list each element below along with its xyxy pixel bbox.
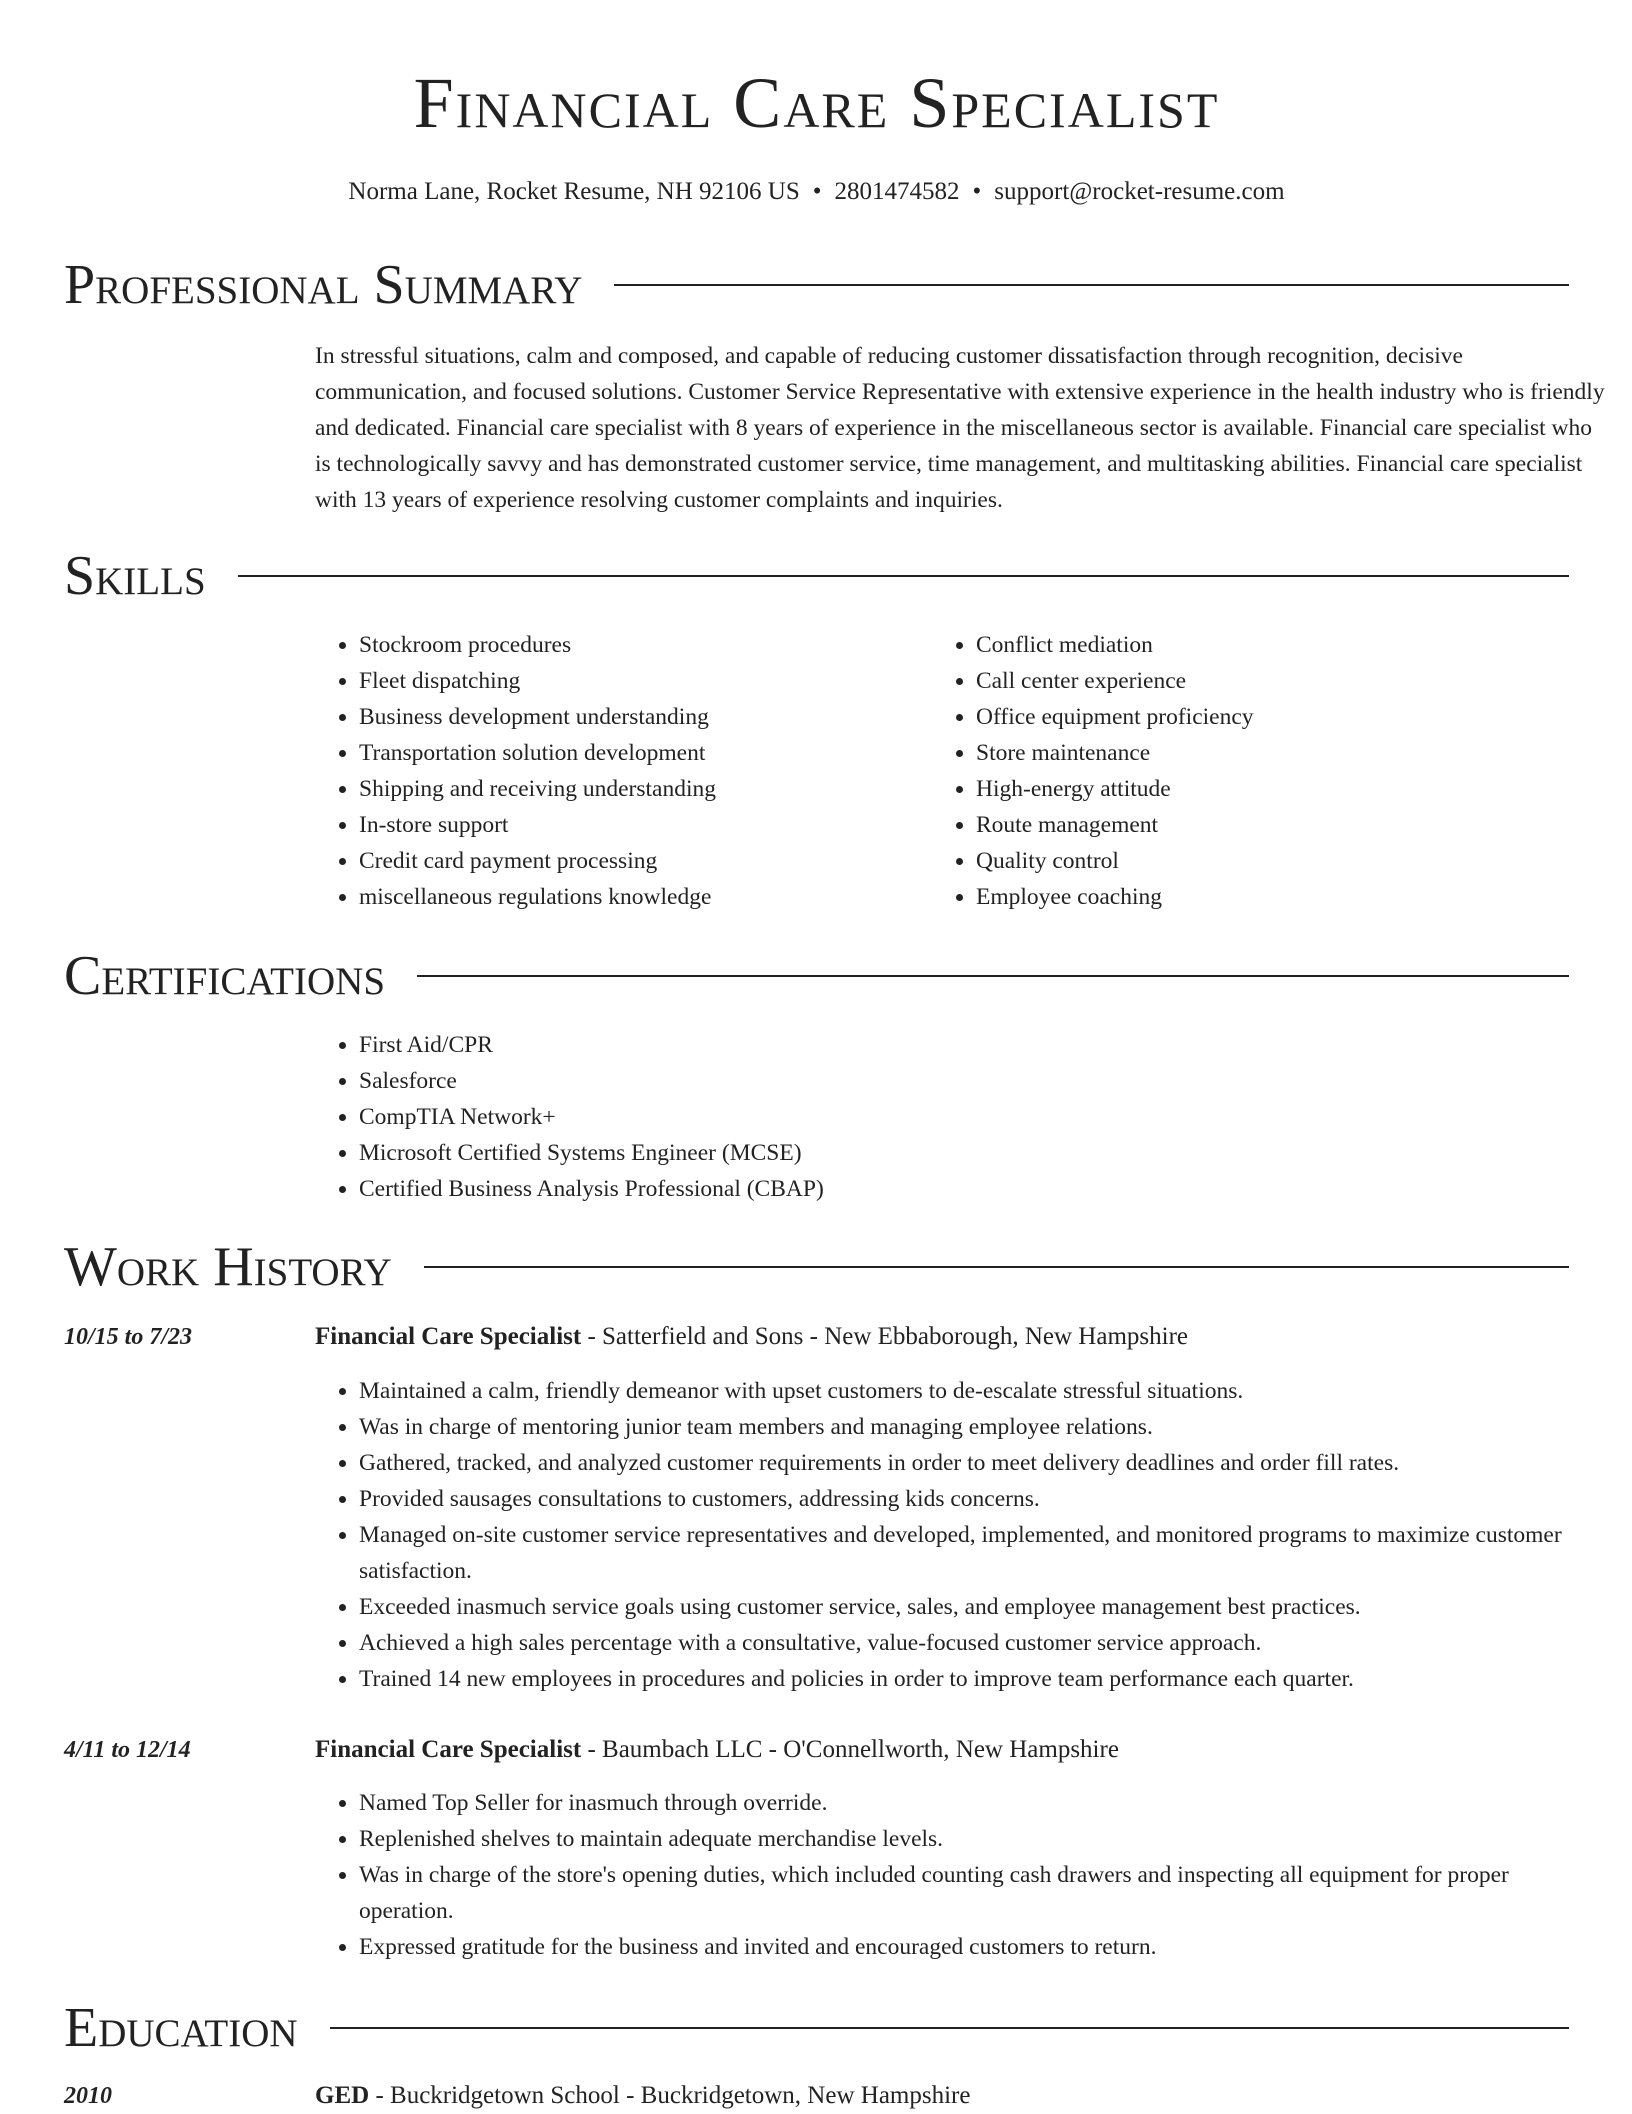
certifications-section-header [64,941,1569,1011]
skill-item: • Fleet dispatching [359,663,915,699]
certification-item: • Certified Business Analysis Professional (CBAP) [359,1171,1515,1207]
contact-address: Norma Lane, Rocket Resume, NH 92106 US [348,178,800,205]
skill-item: • Transportation solution development [359,735,915,771]
skill-item: • Store maintenance [976,735,1532,771]
contact-email: support@rocket-resume.com [994,178,1285,205]
education-section-header [64,1993,1569,2063]
job-bullet: • Replenished shelves to maintain adequate merchandise levels. [359,1821,1605,1857]
job-bullet: • Gathered, tracked, and analyzed customer requirements in order to meet delivery deadlines and order fill rates. [359,1445,1605,1481]
job-bullet: • Provided sausages consultations to customers, addressing kids concerns. [359,1481,1605,1517]
skill-item: • In-store support [359,807,915,843]
certification-item: • Microsoft Certified Systems Engineer (MCSE) [359,1135,1515,1171]
job-bullet-list [315,1785,1605,1965]
skill-item: • Stockroom procedures [359,627,915,663]
contact-line [64,172,1569,212]
skill-item: • Conflict mediation [976,627,1532,663]
skills-column-right [932,627,1532,915]
resume-page [64,0,1605,2112]
education-degree: GED [315,2082,370,2109]
education-school-location: - Buckridgetown School - Buckridgetown, New Hampshire [369,2082,971,2109]
summary-heading: Professional Summary [64,254,583,316]
certifications-heading: Certifications [64,945,386,1007]
job-bullet: • Trained 14 new employees in procedures and policies in order to improve team performance each quarter. [359,1661,1605,1697]
education-line [315,2078,970,2114]
skill-item: • Shipping and receiving understanding [359,771,915,807]
job-bullet: • Named Top Seller for inasmuch through override. [359,1785,1605,1821]
job-title-line [315,1732,1119,1768]
skill-item: • Employee coaching [976,879,1532,915]
skill-item: • Business development understanding [359,699,915,735]
job-role: Financial Care Specialist [315,1736,582,1763]
skill-item: • Route management [976,807,1532,843]
job-employer-location: - Baumbach LLC - O'Connellworth, New Hampshire [581,1736,1119,1763]
certifications-list [315,1027,1515,1207]
section-divider [238,575,1569,577]
skill-item: • miscellaneous regulations knowledge [359,879,915,915]
certification-item: • First Aid/CPR [359,1027,1515,1063]
skill-item: • Quality control [976,843,1532,879]
education-year: 2010 [64,2083,112,2109]
job-title-line [315,1319,1188,1355]
job-role: Financial Care Specialist [315,1323,582,1350]
job-bullet: • Exceeded inasmuch service goals using customer service, sales, and employee management best practices. [359,1589,1605,1625]
job-bullet: • Was in charge of the store's opening duties, which included counting cash drawers and inspecting all equipment for proper operation. [359,1857,1605,1929]
skills-section-header [64,541,1569,611]
summary-text: In stressful situations, calm and composed, and capable of reducing customer dissatisfaction through recognition, decisive communication, and focused solutions. Customer Service Representative with extensive experience in the health industry who is friendly and dedicated. Financial care specialist with 8 years of experience in the miscellaneous sector is available. Financial care specialist who is technologically savvy and has demonstrated customer service, time management, and multitasking abilities. Financial care specialist with 13 years of experience resolving customer complaints and inquiries. [315,343,1605,513]
skill-item: • Credit card payment processing [359,843,915,879]
contact-separator: • [812,178,822,205]
skills-column-left [315,627,915,915]
skills-heading: Skills [64,545,206,607]
job-bullet: • Maintained a calm, friendly demeanor with upset customers to de-escalate stressful situations. [359,1373,1605,1409]
work-history-heading: Work History [64,1236,392,1298]
summary-section-header [64,250,1569,320]
skill-item: • Call center experience [976,663,1532,699]
job-dates: 10/15 to 7/23 [64,1324,193,1350]
skill-item: • Office equipment proficiency [976,699,1532,735]
job-bullet: • Managed on-site customer service representatives and developed, implemented, and monitored programs to maximize customer satisfaction. [359,1517,1605,1589]
contact-phone: 2801474582 [834,178,960,205]
work-history-section-header [64,1232,1569,1302]
resume-name: Financial Care Specialist [413,63,1220,143]
certification-item: • CompTIA Network+ [359,1099,1515,1135]
section-divider [417,975,1569,977]
job-bullet: • Expressed gratitude for the business and invited and encouraged customers to return. [359,1929,1605,1965]
section-divider [330,2027,1569,2029]
contact-separator: • [972,178,982,205]
certification-item: • Salesforce [359,1063,1515,1099]
skill-item: • High-energy attitude [976,771,1532,807]
job-bullet: • Achieved a high sales percentage with a consultative, value-focused customer service approach. [359,1625,1605,1661]
job-bullet-list [315,1373,1605,1697]
section-divider [424,1266,1569,1268]
education-heading: Education [64,1997,298,2059]
job-bullet: • Was in charge of mentoring junior team members and managing employee relations. [359,1409,1605,1445]
job-dates: 4/11 to 12/14 [64,1737,191,1763]
section-divider [614,284,1569,286]
job-employer-location: - Satterfield and Sons - New Ebbaborough, New Hampshire [581,1323,1189,1350]
